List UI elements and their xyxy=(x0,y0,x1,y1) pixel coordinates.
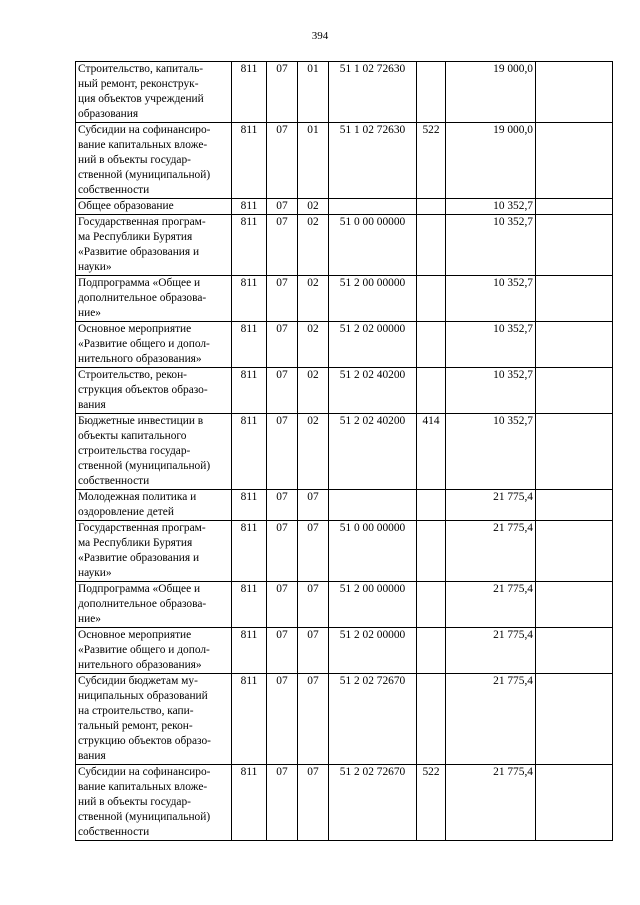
expense-type-cell xyxy=(417,368,446,414)
row-name-cell: Государственная програм- ма Республики Бурятия «Развитие образования и науки» xyxy=(76,521,232,582)
section-code-cell: 07 xyxy=(267,582,298,628)
subsection-code-cell: 01 xyxy=(298,62,329,123)
section-code-cell: 07 xyxy=(267,199,298,215)
expense-type-cell: 522 xyxy=(417,123,446,199)
extra-cell xyxy=(536,62,613,123)
expense-type-cell xyxy=(417,215,446,276)
section-code-cell: 07 xyxy=(267,674,298,765)
row-name-cell: Строительство, рекон- струкция объектов образо- вания xyxy=(76,368,232,414)
row-name-cell: Общее образование xyxy=(76,199,232,215)
extra-cell xyxy=(536,414,613,490)
row-name-cell: Подпрограмма «Общее и дополнительное образова- ние» xyxy=(76,276,232,322)
expense-type-cell xyxy=(417,628,446,674)
row-name-cell: Подпрограмма «Общее и дополнительное образова- ние» xyxy=(76,582,232,628)
expense-type-cell xyxy=(417,490,446,521)
table-row xyxy=(76,368,613,414)
grbs-code-cell: 811 xyxy=(232,62,267,123)
subsection-code-cell: 07 xyxy=(298,490,329,521)
table-row xyxy=(76,628,613,674)
expense-type-cell xyxy=(417,521,446,582)
section-code-cell: 07 xyxy=(267,62,298,123)
budget-table xyxy=(75,61,613,841)
row-name-cell: Субсидии бюджетам му- ниципальных образований на строительство, капи- тальный ремонт, рекон- струкцию объектов образо- вания xyxy=(76,674,232,765)
row-name-cell: Государственная програм- ма Республики Бурятия «Развитие образования и науки» xyxy=(76,215,232,276)
grbs-code-cell: 811 xyxy=(232,521,267,582)
table-row xyxy=(76,521,613,582)
section-code-cell: 07 xyxy=(267,322,298,368)
grbs-code-cell: 811 xyxy=(232,368,267,414)
target-article-cell: 51 2 02 40200 xyxy=(329,414,417,490)
subsection-code-cell: 01 xyxy=(298,123,329,199)
amount-cell: 10 352,7 xyxy=(446,322,536,368)
extra-cell xyxy=(536,123,613,199)
grbs-code-cell: 811 xyxy=(232,414,267,490)
amount-cell: 10 352,7 xyxy=(446,199,536,215)
subsection-code-cell: 07 xyxy=(298,521,329,582)
section-code-cell: 07 xyxy=(267,490,298,521)
expense-type-cell xyxy=(417,322,446,368)
expense-type-cell: 414 xyxy=(417,414,446,490)
row-name-cell: Субсидии на софинансиро- вание капитальных вложе- ний в объекты государ- ственной (муниципальной) собственности xyxy=(76,123,232,199)
target-article-cell: 51 2 02 00000 xyxy=(329,628,417,674)
extra-cell xyxy=(536,490,613,521)
grbs-code-cell: 811 xyxy=(232,765,267,841)
grbs-code-cell: 811 xyxy=(232,276,267,322)
section-code-cell: 07 xyxy=(267,368,298,414)
section-code-cell: 07 xyxy=(267,123,298,199)
amount-cell: 21 775,4 xyxy=(446,490,536,521)
amount-cell: 10 352,7 xyxy=(446,414,536,490)
amount-cell: 10 352,7 xyxy=(446,368,536,414)
target-article-cell: 51 2 02 72670 xyxy=(329,674,417,765)
subsection-code-cell: 07 xyxy=(298,582,329,628)
grbs-code-cell: 811 xyxy=(232,322,267,368)
subsection-code-cell: 02 xyxy=(298,199,329,215)
extra-cell xyxy=(536,215,613,276)
extra-cell xyxy=(536,199,613,215)
section-code-cell: 07 xyxy=(267,765,298,841)
section-code-cell: 07 xyxy=(267,215,298,276)
extra-cell xyxy=(536,322,613,368)
table-row xyxy=(76,582,613,628)
extra-cell xyxy=(536,628,613,674)
subsection-code-cell: 02 xyxy=(298,215,329,276)
page-number: 394 xyxy=(311,30,329,42)
amount-cell: 21 775,4 xyxy=(446,628,536,674)
subsection-code-cell: 07 xyxy=(298,628,329,674)
target-article-cell: 51 1 02 72630 xyxy=(329,123,417,199)
target-article-cell xyxy=(329,490,417,521)
table-row xyxy=(76,414,613,490)
table-row xyxy=(76,199,613,215)
grbs-code-cell: 811 xyxy=(232,123,267,199)
subsection-code-cell: 02 xyxy=(298,322,329,368)
row-name-cell: Молодежная политика и оздоровление детей xyxy=(76,490,232,521)
section-code-cell: 07 xyxy=(267,276,298,322)
subsection-code-cell: 07 xyxy=(298,765,329,841)
expense-type-cell xyxy=(417,582,446,628)
extra-cell xyxy=(536,368,613,414)
extra-cell xyxy=(536,521,613,582)
budget-table-body xyxy=(76,62,613,841)
amount-cell: 21 775,4 xyxy=(446,674,536,765)
amount-cell: 21 775,4 xyxy=(446,582,536,628)
table-row xyxy=(76,674,613,765)
row-name-cell: Основное мероприятие «Развитие общего и допол- нительного образования» xyxy=(76,628,232,674)
expense-type-cell: 522 xyxy=(417,765,446,841)
target-article-cell: 51 1 02 72630 xyxy=(329,62,417,123)
row-name-cell: Субсидии на софинансиро- вание капитальных вложе- ний в объекты государ- ственной (муниципальной) собственности xyxy=(76,765,232,841)
subsection-code-cell: 02 xyxy=(298,414,329,490)
extra-cell xyxy=(536,276,613,322)
table-row xyxy=(76,765,613,841)
amount-cell: 19 000,0 xyxy=(446,123,536,199)
subsection-code-cell: 07 xyxy=(298,674,329,765)
target-article-cell xyxy=(329,199,417,215)
table-row xyxy=(76,322,613,368)
subsection-code-cell: 02 xyxy=(298,276,329,322)
amount-cell: 19 000,0 xyxy=(446,62,536,123)
table-row xyxy=(76,123,613,199)
target-article-cell: 51 0 00 00000 xyxy=(329,521,417,582)
table-row xyxy=(76,215,613,276)
expense-type-cell xyxy=(417,62,446,123)
section-code-cell: 07 xyxy=(267,414,298,490)
section-code-cell: 07 xyxy=(267,521,298,582)
expense-type-cell xyxy=(417,276,446,322)
grbs-code-cell: 811 xyxy=(232,215,267,276)
target-article-cell: 51 2 02 00000 xyxy=(329,322,417,368)
target-article-cell: 51 0 00 00000 xyxy=(329,215,417,276)
expense-type-cell xyxy=(417,674,446,765)
table-row xyxy=(76,490,613,521)
amount-cell: 10 352,7 xyxy=(446,215,536,276)
row-name-cell: Строительство, капиталь- ный ремонт, реконструк- ция объектов учреждений образования xyxy=(76,62,232,123)
table-row xyxy=(76,62,613,123)
target-article-cell: 51 2 00 00000 xyxy=(329,276,417,322)
extra-cell xyxy=(536,674,613,765)
extra-cell xyxy=(536,765,613,841)
amount-cell: 10 352,7 xyxy=(446,276,536,322)
row-name-cell: Бюджетные инвестиции в объекты капитального строительства государ- ственной (муниципальной) собственности xyxy=(76,414,232,490)
amount-cell: 21 775,4 xyxy=(446,765,536,841)
table-row xyxy=(76,276,613,322)
subsection-code-cell: 02 xyxy=(298,368,329,414)
target-article-cell: 51 2 02 40200 xyxy=(329,368,417,414)
grbs-code-cell: 811 xyxy=(232,674,267,765)
grbs-code-cell: 811 xyxy=(232,628,267,674)
amount-cell: 21 775,4 xyxy=(446,521,536,582)
expense-type-cell xyxy=(417,199,446,215)
target-article-cell: 51 2 02 72670 xyxy=(329,765,417,841)
grbs-code-cell: 811 xyxy=(232,199,267,215)
extra-cell xyxy=(536,582,613,628)
grbs-code-cell: 811 xyxy=(232,582,267,628)
section-code-cell: 07 xyxy=(267,628,298,674)
row-name-cell: Основное мероприятие «Развитие общего и допол- нительного образования» xyxy=(76,322,232,368)
grbs-code-cell: 811 xyxy=(232,490,267,521)
target-article-cell: 51 2 00 00000 xyxy=(329,582,417,628)
